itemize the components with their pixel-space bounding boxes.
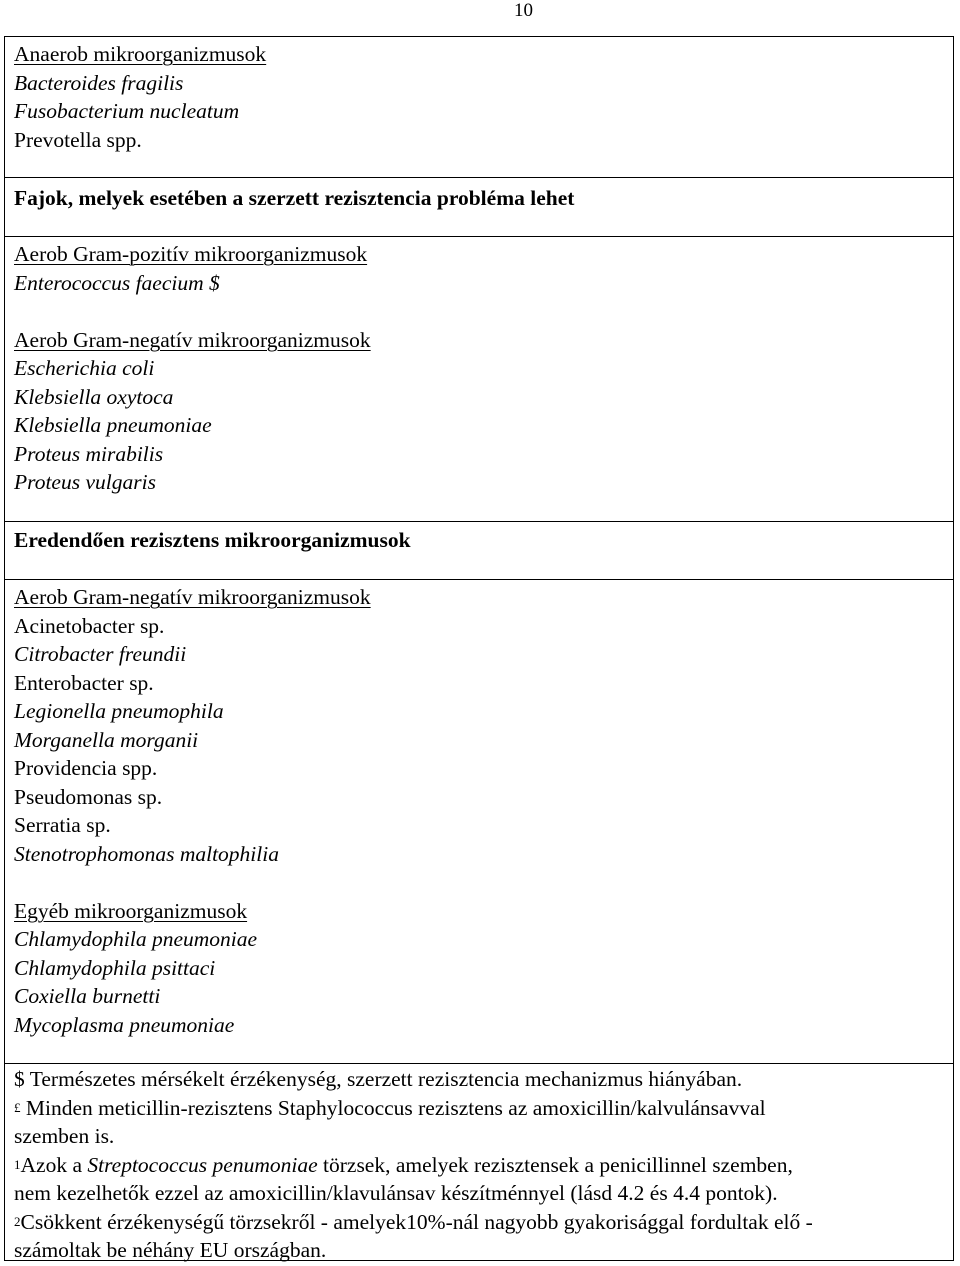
susceptibility-table [4, 36, 954, 1261]
other-organisms-header: Egyéb mikroorganizmusok [14, 898, 248, 923]
footnote-1-cont: nem kezelhetők ezzel az amoxicillin/klavulánsav készítménnyel (lásd 4.2 és 4.4 pontok). [14, 1181, 778, 1205]
footnote-pound-cont: szemben is. [14, 1124, 115, 1148]
row-acquired-heading [5, 178, 953, 237]
list-item: Stenotrophomonas maltophilia [14, 841, 279, 866]
gram-negative-header: Aerob Gram-negatív mikroorganizmusok [14, 585, 371, 609]
list-item: Morganella morganii [14, 727, 199, 752]
gram-positive-header: Aerob Gram-pozitív mikroorganizmusok [14, 242, 368, 266]
list-item: Enterobacter sp. [14, 670, 154, 695]
footnote-dollar: $ Természetes mérsékelt érzékenység, szerzett rezisztencia mechanizmus hiányában. [14, 1067, 743, 1091]
footnote-mark: 2 [14, 1213, 21, 1229]
list-item: Prevotella spp. [14, 127, 142, 152]
list-item: Klebsiella pneumoniae [14, 413, 212, 437]
footnote-2: $^2$Csökkent érzékenységű törzsekről - amelyek10%-nál nagyobb gyakorisággal fordultak elő - [14, 1209, 813, 1234]
footnote-1: $^1$Azok a Streptococcus penumoniae törzsek, amelyek rezisztensek a penicillinnel szemben, [14, 1152, 793, 1177]
row-inherent-organisms [5, 580, 953, 1064]
footnote-pound: £ Minden meticillin-rezisztens Staphylococcus rezisztens az amoxicillin/kalvulánsavval [14, 1095, 766, 1120]
list-item: Enterococcus faecium $ [14, 270, 220, 295]
inherent-heading: Eredendően rezisztens mikroorganizmusok [14, 528, 411, 552]
acquired-resistance-heading: Fajok, melyek esetében a szerzett rezisztencia probléma lehet [14, 186, 575, 210]
page-number: 10 [514, 0, 533, 21]
list-item: Klebsiella oxytoca [14, 384, 174, 409]
footnote-mark: £ [14, 1099, 21, 1115]
row-footnotes [5, 1064, 953, 1260]
list-item: Mycoplasma pneumoniae [14, 1012, 235, 1037]
list-item: Coxiella burnetti [14, 984, 161, 1008]
row-inherent-heading [5, 522, 953, 580]
list-item: Legionella pneumophila [14, 699, 224, 723]
list-item: Citrobacter freundii [14, 642, 187, 666]
gram-negative-header: Aerob Gram-negatív mikroorganizmusok [14, 327, 371, 352]
list-item: Proteus vulgaris [14, 470, 156, 494]
list-item: Pseudomonas sp. [14, 784, 163, 809]
row-anaerob [5, 37, 953, 178]
list-item: Proteus mirabilis [14, 441, 164, 466]
list-item: Chlamydophila pneumoniae [14, 927, 258, 951]
footnote-2-cont: számoltak be néhány EU országban. [14, 1238, 327, 1262]
row-acquired-organisms [5, 237, 953, 522]
list-item: Acinetobacter sp. [14, 613, 165, 638]
anaerob-header: Anaerob mikroorganizmusok [14, 42, 267, 66]
list-item: Serratia sp. [14, 813, 111, 837]
footnote-mark: 1 [14, 1156, 21, 1172]
list-item: Bacteroides fragilis [14, 70, 184, 95]
list-item: Chlamydophila psittaci [14, 955, 216, 980]
list-item: Providencia spp. [14, 756, 158, 780]
list-item: Escherichia coli [14, 356, 155, 380]
list-item: Fusobacterium nucleatum [14, 99, 240, 123]
